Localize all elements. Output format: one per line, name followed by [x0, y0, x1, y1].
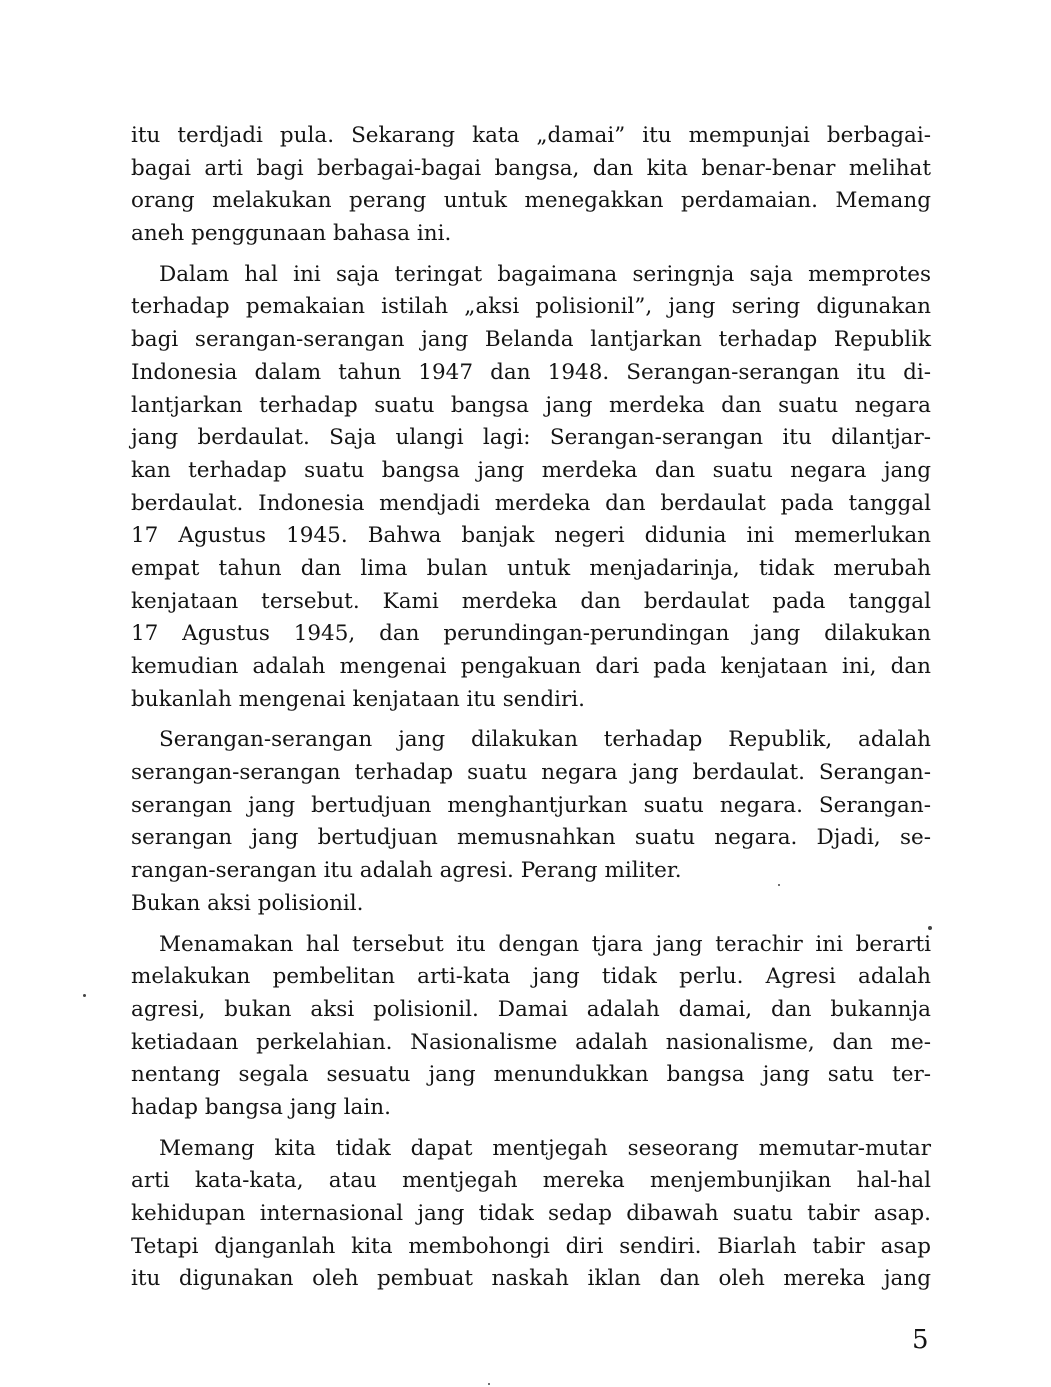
text-line: rangan-serangan itu adalah agresi. Perang militer.	[131, 858, 682, 884]
text-line: bagi serangan-serangan jang Belanda lantjarkan terhadap Republik	[131, 327, 931, 353]
text-line: orang melakukan perang untuk menegakkan perdamaian. Memang	[131, 188, 931, 214]
scan-speck	[488, 1383, 490, 1385]
paragraph-1	[131, 120, 931, 251]
page-number: 5	[912, 1325, 929, 1355]
text-line: aneh penggunaan bahasa ini.	[131, 221, 452, 247]
text-line: Serangan-serangan jang dilakukan terhadap Republik, adalah	[159, 727, 931, 753]
text-line: Menamakan hal tersebut itu dengan tjara jang terachir ini berarti	[159, 931, 931, 957]
text-line: kan terhadap suatu bangsa jang merdeka dan suatu negara jang	[131, 457, 931, 483]
text-line: agresi, bukan aksi polisionil. Damai adalah damai, dan bukannja	[131, 996, 931, 1022]
text-line: 17 Agustus 1945. Bahwa banjak negeri didunia ini memerlukan	[131, 523, 931, 549]
text-line: lantjarkan terhadap suatu bangsa jang merdeka dan suatu negara	[131, 392, 931, 418]
paragraph-3	[131, 724, 931, 920]
text-line: Bukan aksi polisionil.	[131, 890, 364, 916]
text-line: kehidupan internasional jang tidak sedap dibawah suatu tabir asap.	[131, 1201, 931, 1226]
text-line: itu terdjadi pula. Sekarang kata „damai” itu mempunjai berbagai-	[131, 123, 931, 148]
body-text	[131, 120, 931, 1296]
text-line: terhadap pemakaian istilah „aksi polisionil”, jang sering digunakan	[131, 294, 931, 320]
text-line: nentang segala sesuatu jang menundukkan bangsa jang satu ter-	[131, 1062, 931, 1088]
text-line: jang berdaulat. Saja ulangi lagi: Serangan-serangan itu dilantjar-	[131, 425, 931, 451]
scan-speck	[928, 926, 932, 930]
text-line: serangan jang bertudjuan memusnahkan suatu negara. Djadi, se-	[131, 825, 931, 851]
text-line: serangan-serangan terhadap suatu negara jang berdaulat. Serangan-	[131, 760, 931, 786]
text-line: 17 Agustus 1945, dan perundingan-perundingan jang dilakukan	[131, 621, 931, 647]
paragraph-4	[131, 929, 931, 1125]
paragraph-5	[131, 1133, 931, 1296]
text-line: bukanlah mengenai kenjataan itu sendiri.	[131, 686, 585, 712]
text-line: Dalam hal ini saja teringat bagaimana seringnja saja memprotes	[159, 261, 931, 287]
text-line: kemudian adalah mengenai pengakuan dari pada kenjataan ini, dan	[131, 654, 931, 679]
text-line: Tetapi djanganlah kita membohongi diri sendiri. Biarlah tabir asap	[131, 1233, 931, 1259]
text-line: bagai arti bagi berbagai-bagai bangsa, dan kita benar-benar melihat	[131, 155, 931, 181]
text-line: hadap bangsa jang lain.	[131, 1094, 391, 1120]
scan-speck	[778, 884, 780, 886]
text-line: Memang kita tidak dapat mentjegah seseorang memutar-mutar	[159, 1135, 931, 1161]
text-line: kenjataan tersebut. Kami merdeka dan berdaulat pada tanggal	[131, 588, 931, 614]
scan-speck	[83, 994, 86, 997]
text-line: itu digunakan oleh pembuat naskah iklan dan oleh mereka jang	[131, 1266, 931, 1292]
text-line: arti kata-kata, atau mentjegah mereka menjembunjikan hal-hal	[131, 1168, 931, 1194]
text-line: ketiadaan perkelahian. Nasionalisme adalah nasionalisme, dan me-	[131, 1029, 931, 1055]
text-line: empat tahun dan lima bulan untuk menjadarinja, tidak merubah	[131, 555, 931, 581]
text-line: berdaulat. Indonesia mendjadi merdeka dan berdaulat pada tanggal	[131, 490, 931, 516]
paragraph-2	[131, 259, 931, 717]
text-line: serangan jang bertudjuan menghantjurkan suatu negara. Serangan-	[131, 792, 931, 818]
text-line: melakukan pembelitan arti-kata jang tidak perlu. Agresi adalah	[131, 964, 931, 990]
text-line: Indonesia dalam tahun 1947 dan 1948. Serangan-serangan itu di-	[131, 359, 931, 385]
